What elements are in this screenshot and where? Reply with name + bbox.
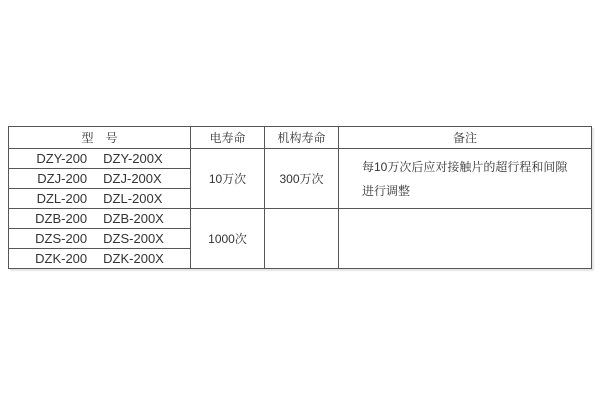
model-code: DZS-200 — [35, 231, 88, 246]
model-code: DZY-200X — [103, 151, 163, 166]
model-cell — [9, 249, 191, 269]
remark-cell — [339, 209, 592, 269]
header-cell-remark: 备注 — [339, 127, 592, 149]
model-code: DZY-200 — [36, 151, 88, 166]
header-cell-electrical-life: 电寿命 — [191, 127, 265, 149]
model-pair — [9, 151, 190, 166]
mechanism-life-cell — [265, 209, 339, 269]
electrical-life-cell: 10万次 — [191, 149, 265, 209]
model-code: DZL-200 — [36, 191, 88, 206]
model-code: DZK-200X — [103, 251, 164, 266]
header-row — [9, 127, 592, 149]
remark-line: 进行调整 — [362, 183, 411, 198]
model-cell — [9, 189, 191, 209]
model-code: DZB-200 — [35, 211, 88, 226]
model-pair — [9, 231, 190, 246]
model-cell — [9, 169, 191, 189]
header-cell-mechanism-life: 机构寿命 — [265, 127, 339, 149]
model-pair — [9, 211, 190, 226]
model-pair — [9, 171, 190, 186]
model-cell — [9, 229, 191, 249]
model-code: DZK-200 — [35, 251, 88, 266]
model-cell — [9, 149, 191, 169]
remark-line: 每10万次后应对接触片的超行程和间隙 — [362, 159, 568, 174]
mechanism-life-cell: 300万次 — [265, 149, 339, 209]
model-code: DZJ-200 — [37, 171, 88, 186]
table-row — [9, 209, 592, 229]
model-code: DZJ-200X — [103, 171, 162, 186]
spec-table — [8, 126, 592, 269]
remark-cell — [339, 149, 592, 209]
electrical-life-cell: 1000次 — [191, 209, 265, 269]
model-code: DZS-200X — [103, 231, 164, 246]
model-cell — [9, 209, 191, 229]
model-code: DZL-200X — [103, 191, 163, 206]
table-row — [9, 149, 592, 169]
model-pair — [9, 251, 190, 266]
model-pair — [9, 191, 190, 206]
header-cell-model: 型 号 — [9, 127, 191, 149]
model-code: DZB-200X — [103, 211, 164, 226]
